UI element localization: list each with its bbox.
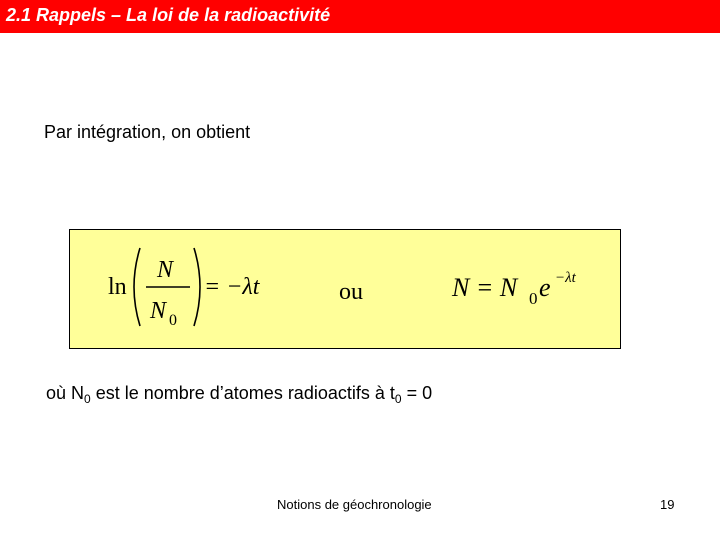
title-bar — [0, 0, 720, 33]
eq2-lhs: N = N — [452, 273, 518, 302]
footer-text: Notions de géochronologie — [277, 497, 432, 512]
definition-sub2: 0 — [394, 392, 402, 406]
separator-ou: ou — [339, 279, 363, 305]
ln-symbol: ln — [108, 274, 127, 300]
eq2-exponent: −λt — [555, 270, 576, 286]
fraction-numerator: N — [157, 257, 174, 283]
eq1-rhs: = −λt — [204, 274, 260, 300]
eq2-base: e — [539, 273, 551, 302]
right-paren — [194, 248, 200, 326]
definition-text — [46, 383, 432, 406]
left-paren — [134, 248, 140, 326]
eq2-subscript: 0 — [529, 289, 538, 308]
definition-part2: est le nombre d’atomes radioactifs à t — [90, 383, 395, 403]
definition-part3: = 0 — [401, 383, 433, 403]
fraction-denominator: N — [150, 298, 167, 324]
slide-title: 2.1 Rappels – La loi de la radioactivité — [6, 5, 331, 25]
page-number: 19 — [660, 497, 675, 512]
definition-sub1: 0 — [84, 392, 91, 406]
formula-box — [69, 229, 621, 349]
denominator-subscript: 0 — [169, 312, 177, 329]
definition-part1: où N — [46, 383, 85, 403]
intro-text: Par intégration, on obtient — [44, 122, 251, 142]
